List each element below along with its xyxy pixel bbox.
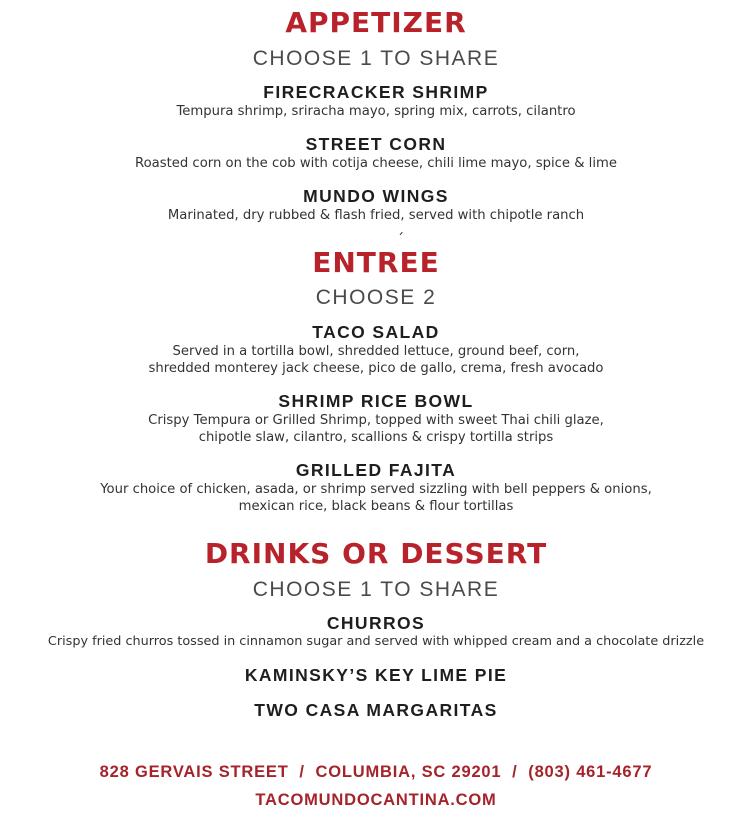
- menu-item-description: Tempura shrimp, sriracha mayo, spring mix, carrots, cilantro: [176, 104, 576, 119]
- menu-item-description: mexican rice, black beans & flour tortillas: [238, 499, 514, 514]
- menu-item-description: chipotle slaw, cilantro, scallions & crispy tortilla strips: [198, 430, 554, 445]
- dessert-choose-note: CHOOSE 1 TO SHARE: [252, 578, 500, 601]
- menu-item-description: shredded monterey jack cheese, pico de gallo, crema, fresh avocado: [148, 361, 604, 376]
- menu-item-name: KAMINSKY’S KEY LIME PIE: [244, 665, 508, 685]
- footer-address: 828 GERVAIS STREET / COLUMBIA, SC 29201 / (803) 461-4677: [99, 763, 653, 781]
- entree-heading: ENTREE: [312, 246, 440, 279]
- menu-item-description: Marinated, dry rubbed & flash fried, served with chipotle ranch: [167, 208, 585, 223]
- menu-item-name: CHURROS: [326, 613, 426, 633]
- entree-choose-note: CHOOSE 2: [315, 286, 437, 309]
- entree-accent-mark: ˊ: [397, 232, 404, 248]
- menu-item-description: Crispy Tempura or Grilled Shrimp, topped with sweet Thai chili glaze,: [148, 413, 604, 428]
- dessert-heading: DRINKS OR DESSERT: [204, 537, 548, 570]
- menu-item-name: SHRIMP RICE BOWL: [278, 391, 474, 411]
- menu-item-name: TWO CASA MARGARITAS: [254, 700, 498, 720]
- menu-item-description: Your choice of chicken, asada, or shrimp served sizzling with bell peppers & onions,: [100, 482, 652, 497]
- menu-item-description: Roasted corn on the cob with cotija cheese, chili lime mayo, spice & lime: [135, 156, 617, 171]
- menu-item-name: MUNDO WINGS: [303, 186, 449, 206]
- menu-item-name: STREET CORN: [305, 134, 447, 154]
- footer-website-link[interactable]: TACOMUNDOCANTINA.COM: [255, 791, 497, 809]
- menu-item-description: Served in a tortilla bowl, shredded lettuce, ground beef, corn,: [172, 344, 580, 359]
- menu-item-name: GRILLED FAJITA: [295, 460, 457, 480]
- appetizer-heading: APPETIZER: [285, 6, 467, 39]
- menu-item-name: TACO SALAD: [312, 322, 440, 342]
- appetizer-choose-note: CHOOSE 1 TO SHARE: [252, 47, 500, 70]
- menu-item-name: FIRECRACKER SHRIMP: [263, 82, 489, 102]
- menu-item-description: Crispy fried churros tossed in cinnamon sugar and served with whipped cream and a chocolate drizzle: [47, 634, 705, 649]
